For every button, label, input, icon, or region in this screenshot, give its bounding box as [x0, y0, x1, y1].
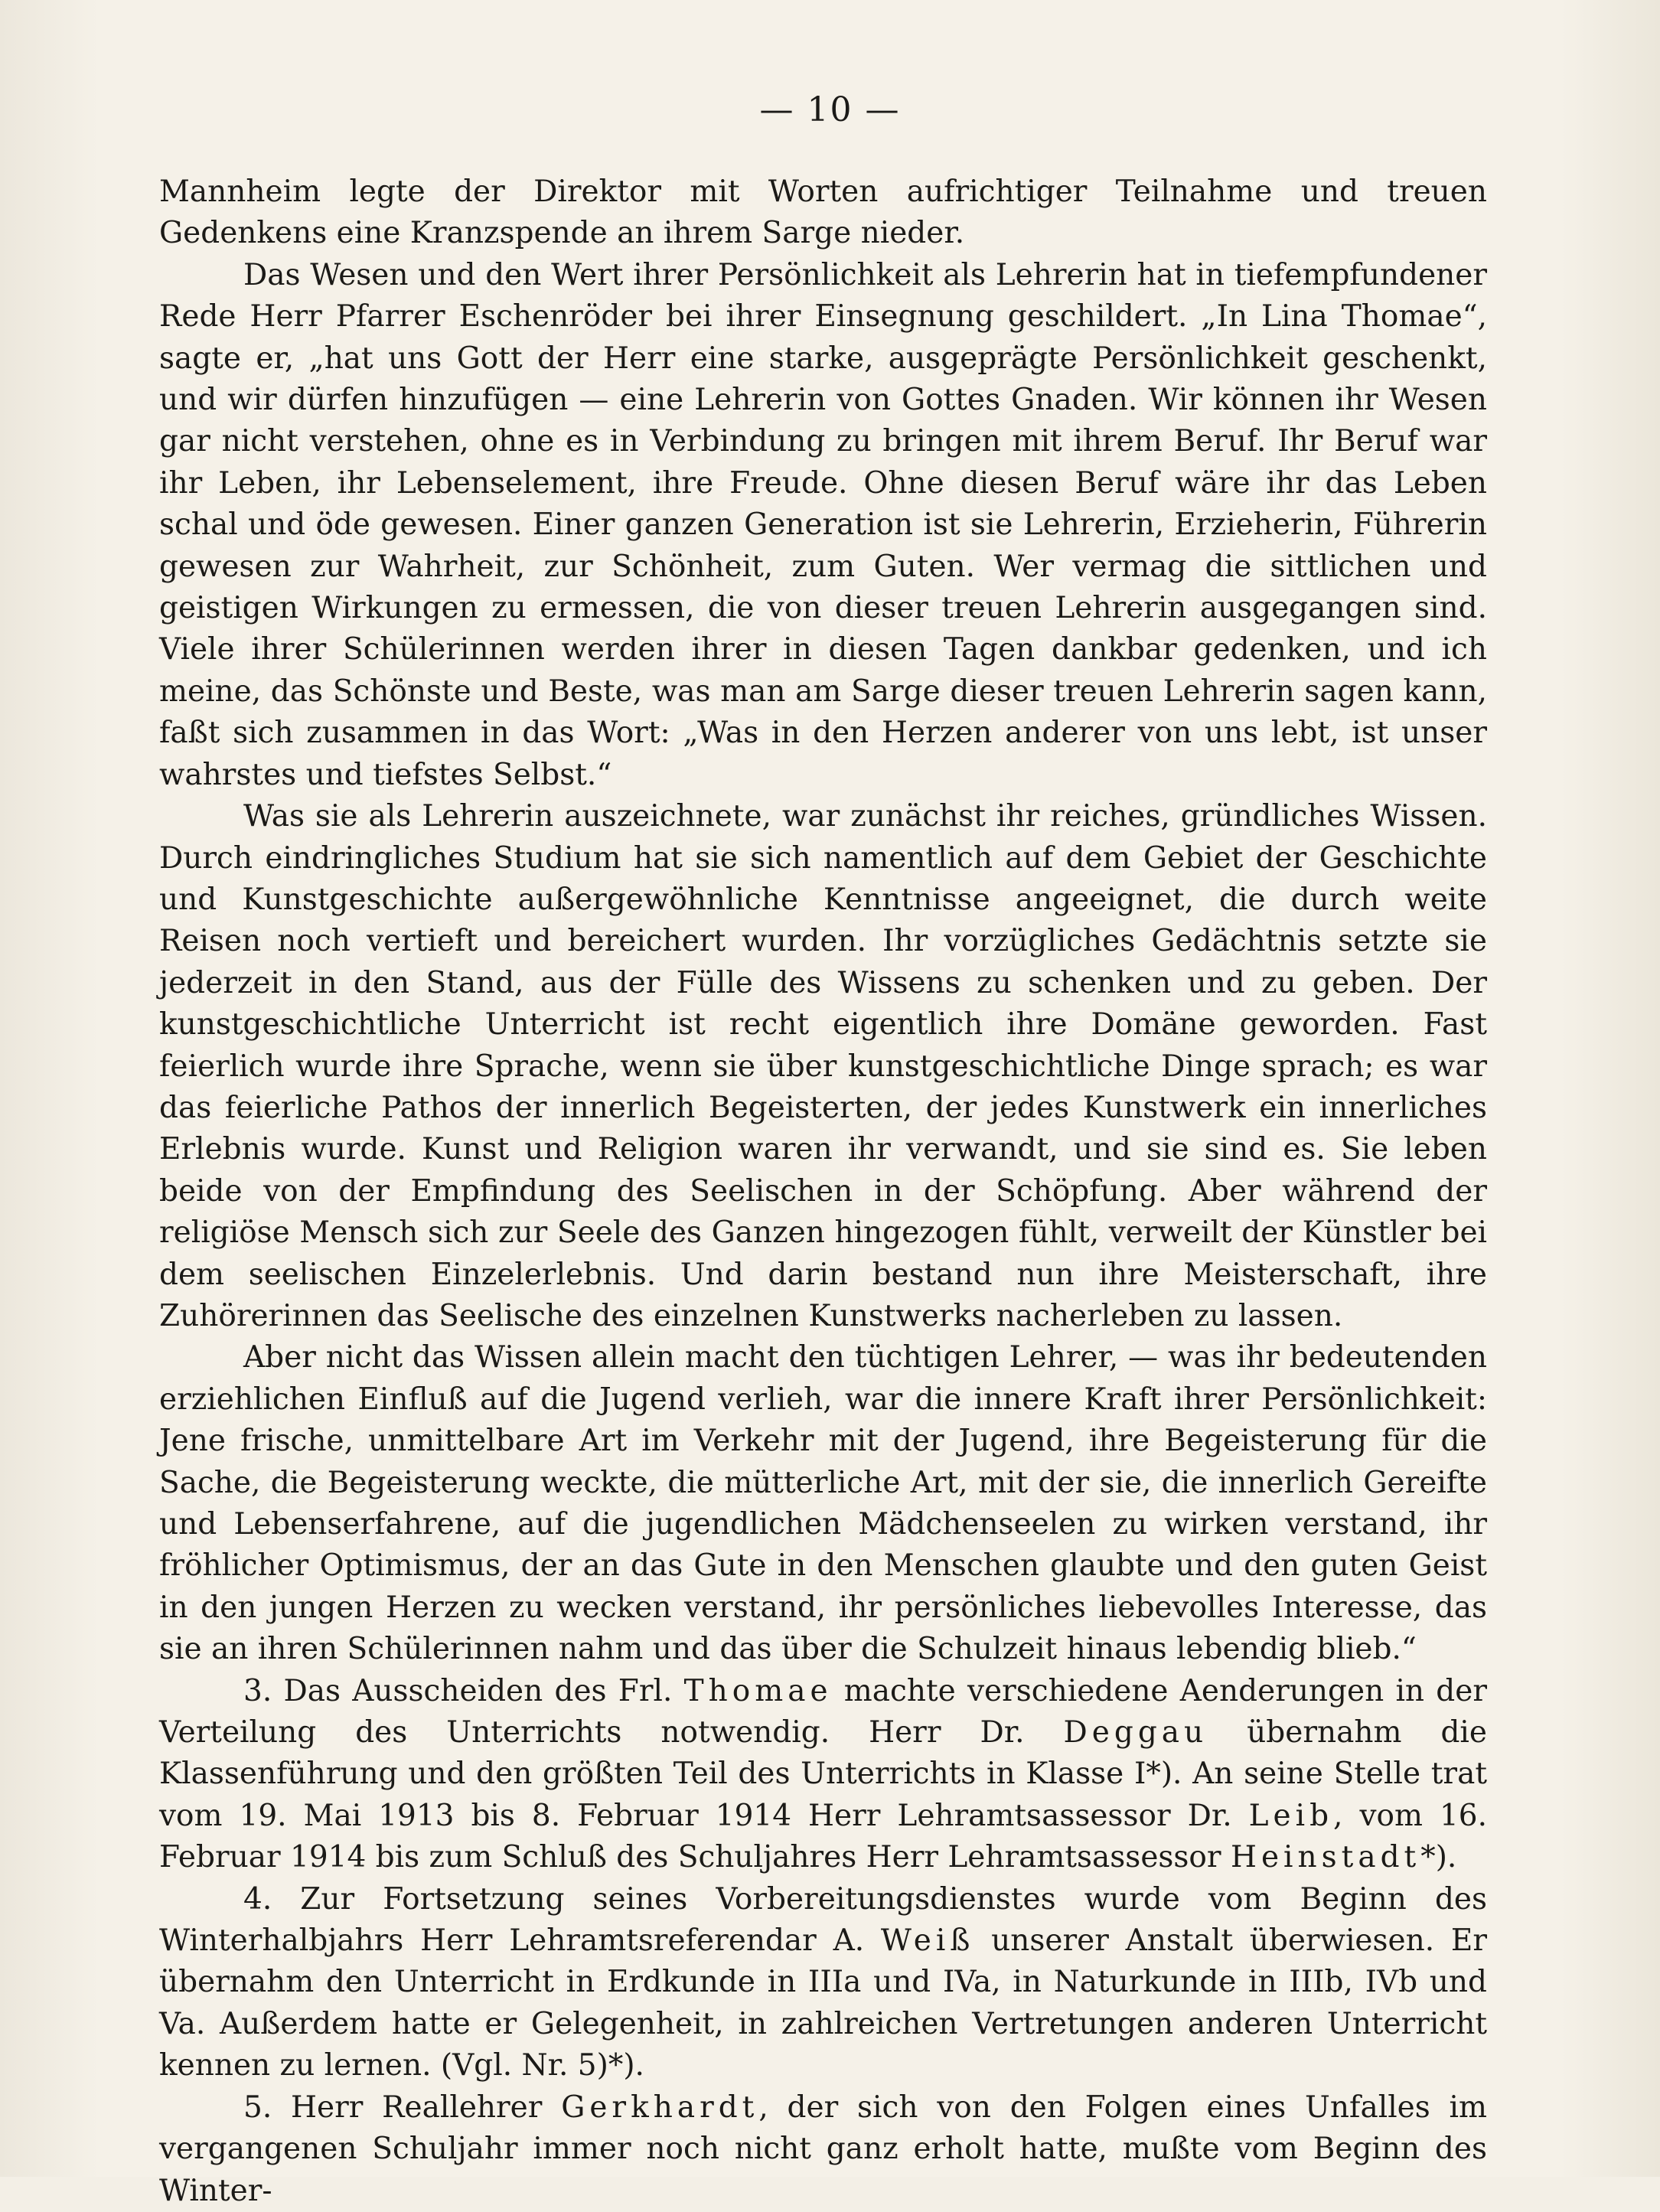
item-5-name-gerkhardt: Gerkhardt — [561, 2090, 759, 2125]
paragraph-3: Was sie als Lehrerin auszeichnete, war zunächst ihr reiches, gründliches Wissen. Durch eindringliches Studium hat sie sich namentlich auf dem Gebiet der Geschichte und Kunstgeschichte außergewöhnliche Kenntnisse angeeignet, die durch weite Reisen noch vertieft und bereichert wurden. Ihr vorzügliches Gedächtnis setzte sie jederzeit in den Stand, aus der Fülle des Wissens zu schenken und zu geben. Der kunstgeschichtliche Unterricht ist recht eigentlich ihre Domäne geworden. Fast feierlich wurde ihre Sprache, wenn sie über kunstgeschichtliche Dinge sprach; es war das feierliche Pathos der innerlich Begeisterten, der jedes Kunstwerk ein innerliches Erlebnis wurde. Kunst und Religion waren ihr verwandt, und sie sind es. Sie leben beide von der Empfindung des Seelischen in der Schöpfung. Aber während der religiöse Mensch sich zur Seele des Ganzen hingezogen fühlt, verweilt der Künstler bei dem seelischen Einzelerlebnis. Und darin bestand nun ihre Meisterschaft, ihre Zuhörerinnen das Seelische des einzelnen Kunstwerks nacherleben zu lassen. — [159, 799, 1487, 1333]
numbered-item-3 — [159, 1671, 1487, 1879]
item-5-text-2: , der sich von den Folgen eines Unfalles im vergangenen Schuljahr immer noch nicht ganz erholt hatte, mußte vom Beginn des Winter- — [159, 2090, 1488, 2208]
paragraph-1: Mannheim legte der Direktor mit Worten aufrichtiger Teilnahme und treuen Gedenkens eine Kranzspende an ihrem Sarge nieder. — [159, 175, 1487, 251]
item-4-text-2: unserer Anstalt überwiesen. Er übernahm den Unterricht in Erdkunde in IIIa und IVa, in Naturkunde in IIIb, IVb und Va. Außerdem hatte er Gelegenheit, in zahlreichen Vertretungen anderen Unterricht kennen zu lernen. (Vgl. Nr. 5)*). — [159, 1923, 1487, 2083]
item-4-text-1: 4. Zur Fortsetzung seines Vorbereitungsdienstes wurde vom Beginn des Winterhalbjahrs Herr Lehramtsreferendar A. — [159, 1881, 1487, 1959]
item-5-text-1: 5. Herr Reallehrer — [243, 2090, 562, 2125]
item-3-name-thomae: Thomae — [683, 1673, 833, 1708]
item-3-text-3: übernahm die Klassenführung und den größten Teil des Unterrichts in Klasse I*). An seine Stelle trat vom 19. Mai 1913 bis 8. Februar 1914 Herr Lehramtsassessor Dr. — [159, 1715, 1487, 1833]
page-number: — 10 — — [759, 90, 901, 129]
item-3-name-leib: Leib — [1248, 1798, 1334, 1833]
paragraph-4: Aber nicht das Wissen allein macht den tüchtigen Lehrer, — was ihr bedeutenden erziehlichen Einfluß auf die Jugend verlieh, war die innere Kraft ihrer Persönlichkeit: Jene frische, unmittelbare Art im Verkehr mit der Jugend, ihre Begeisterung für die Sache, die Begeisterung weckte, die mütterliche Art, mit der sie, die innerlich Gereifte und Lebenserfahrene, auf die jugendlichen Mädchenseelen zu wirken verstand, ihr fröhlicher Optimismus, der an das Gute in den Menschen glaubte und den guten Geist in den jungen Herzen zu wecken verstand, ihr persönliches liebevolles Interesse, das sie an ihren Schülerinnen nahm und das über die Schulzeit hinaus lebendig blieb.“ — [159, 1340, 1487, 1667]
item-3-text-2: machte verschiedene Aenderungen in der Verteilung des Unterrichts notwendig. Herr Dr. — [159, 1673, 1487, 1750]
item-3-text-5: *). — [1420, 1840, 1457, 1875]
item-3-name-deggau: Deggau — [1063, 1715, 1208, 1750]
item-3-text-4: , vom 16. Februar 1914 bis zum Schluß des Schuljahres Herr Lehramtsassessor — [159, 1798, 1487, 1875]
item-4-name-weiss: Weiß — [880, 1923, 975, 1959]
numbered-item-4 — [159, 1879, 1487, 2087]
paragraph-2: Das Wesen und den Wert ihrer Persönlichkeit als Lehrerin hat in tiefempfundener Rede Herr Pfarrer Eschenröder bei ihrer Einsegnung geschildert. „In Lina Thomae“, sagte er, „hat uns Gott der Herr eine starke, ausgeprägte Persönlichkeit geschenkt, und wir dürfen hinzufügen — eine Lehrerin von Gottes Gnaden. Wir können ihr Wesen gar nicht verstehen, ohne es in Verbindung zu bringen mit ihrem Beruf. Ihr Beruf war ihr Leben, ihr Lebenselement, ihre Freude. Ohne diesen Beruf wäre ihr das Leben schal und öde gewesen. Einer ganzen Generation ist sie Lehrerin, Erzieherin, Führerin gewesen zur Wahrheit, zur Schönheit, zum Guten. Wer vermag die sittlichen und geistigen Wirkungen zu ermessen, die von dieser treuen Lehrerin ausgegangen sind. Viele ihrer Schülerinnen werden ihrer in diesen Tagen dankbar gedenken, und ich meine, das Schönste und Beste, was man am Sarge dieser treuen Lehrerin sagen kann, faßt sich zusammen in das Wort: „Was in den Herzen anderer von uns lebt, ist unser wahrstes und tiefstes Selbst.“ — [159, 257, 1487, 792]
item-3-text-1: 3. Das Ausscheiden des Frl. — [243, 1673, 684, 1708]
item-3-name-heinstadt: Heinstadt — [1230, 1840, 1421, 1875]
body-text — [159, 171, 1487, 2212]
numbered-item-5 — [159, 2087, 1487, 2212]
